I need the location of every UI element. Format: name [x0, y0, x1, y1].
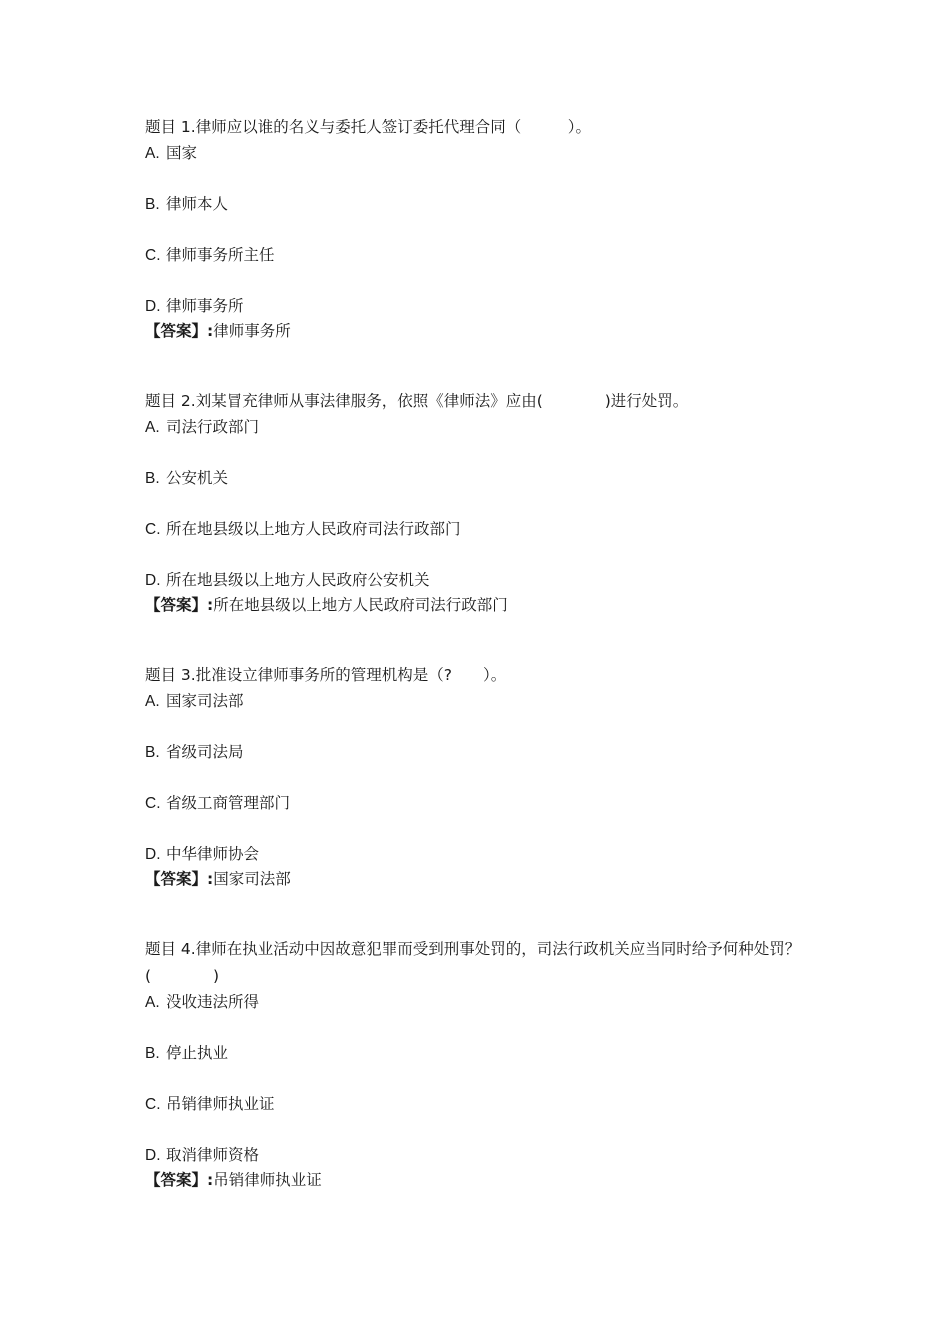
option-letter: B.: [145, 470, 160, 487]
option-b: [145, 466, 815, 491]
question-2: [145, 388, 815, 617]
option-text: 所在地县级以上地方人民政府司法行政部门: [166, 520, 461, 538]
option-c: [145, 243, 815, 268]
option-letter: C.: [145, 247, 161, 264]
option-text: 省级司法局: [166, 743, 244, 761]
option-letter: D.: [145, 846, 161, 863]
option-b: [145, 740, 815, 765]
option-a: [145, 141, 815, 166]
option-d: [145, 294, 815, 319]
answer-text: 律师事务所: [213, 322, 291, 340]
option-letter: D.: [145, 1147, 161, 1164]
option-text: 公安机关: [166, 469, 229, 487]
question-3: [145, 662, 815, 891]
option-c: [145, 791, 815, 816]
option-letter: C.: [145, 1096, 161, 1113]
option-letter: A.: [145, 994, 160, 1011]
answer-text: 国家司法部: [213, 870, 291, 888]
option-letter: B.: [145, 1045, 160, 1062]
option-letter: A.: [145, 693, 160, 710]
option-letter: B.: [145, 744, 160, 761]
option-text: 停止执业: [166, 1044, 229, 1062]
option-text: 没收违法所得: [166, 993, 260, 1011]
option-text: 吊销律师执业证: [166, 1095, 275, 1113]
option-letter: A.: [145, 145, 160, 162]
answer-line: [145, 593, 815, 617]
option-d: [145, 842, 815, 867]
option-a: [145, 990, 815, 1015]
option-c: [145, 517, 815, 542]
answer-label: 【答案】:: [145, 596, 214, 614]
answer-label: 【答案】:: [145, 322, 214, 340]
question-title: 题目 3.批准设立律师事务所的管理机构是（? ）。: [145, 666, 507, 684]
answer-text: 所在地县级以上地方人民政府司法行政部门: [213, 596, 508, 614]
option-a: [145, 689, 815, 714]
option-d: [145, 568, 815, 593]
question-4: [145, 936, 815, 1192]
option-text: 国家: [166, 144, 198, 162]
option-text: 中华律师协会: [166, 845, 260, 863]
option-b: [145, 192, 815, 217]
question-title: 题目 2.刘某冒充律师从事法律服务，依照《律师法》应由( )进行处罚。: [145, 392, 689, 410]
option-d: [145, 1143, 815, 1168]
option-text: 取消律师资格: [166, 1146, 260, 1164]
answer-line: [145, 867, 815, 891]
answer-line: [145, 1168, 815, 1192]
option-text: 所在地县级以上地方人民政府公安机关: [166, 571, 430, 589]
question-title: 题目 1.律师应以谁的名义与委托人签订委托代理合同（ ）。: [145, 118, 591, 136]
option-text: 司法行政部门: [166, 418, 260, 436]
option-c: [145, 1092, 815, 1117]
question-1: [145, 114, 815, 343]
answer-label: 【答案】:: [145, 870, 214, 888]
option-letter: D.: [145, 298, 161, 315]
option-letter: B.: [145, 196, 160, 213]
option-letter: C.: [145, 795, 161, 812]
option-letter: C.: [145, 521, 161, 538]
option-a: [145, 415, 815, 440]
option-text: 省级工商管理部门: [166, 794, 291, 812]
option-text: 律师事务所: [166, 297, 244, 315]
option-letter: A.: [145, 419, 160, 436]
option-text: 律师本人: [166, 195, 229, 213]
answer-line: [145, 319, 815, 343]
question-title: 题目 4.律师在执业活动中因故意犯罪而受到刑事处罚的，司法行政机关应当同时给予何种处罚？( ): [145, 940, 801, 985]
option-text: 律师事务所主任: [166, 246, 275, 264]
option-text: 国家司法部: [166, 692, 244, 710]
option-letter: D.: [145, 572, 161, 589]
answer-label: 【答案】:: [145, 1171, 214, 1189]
option-b: [145, 1041, 815, 1066]
answer-text: 吊销律师执业证: [213, 1171, 322, 1189]
